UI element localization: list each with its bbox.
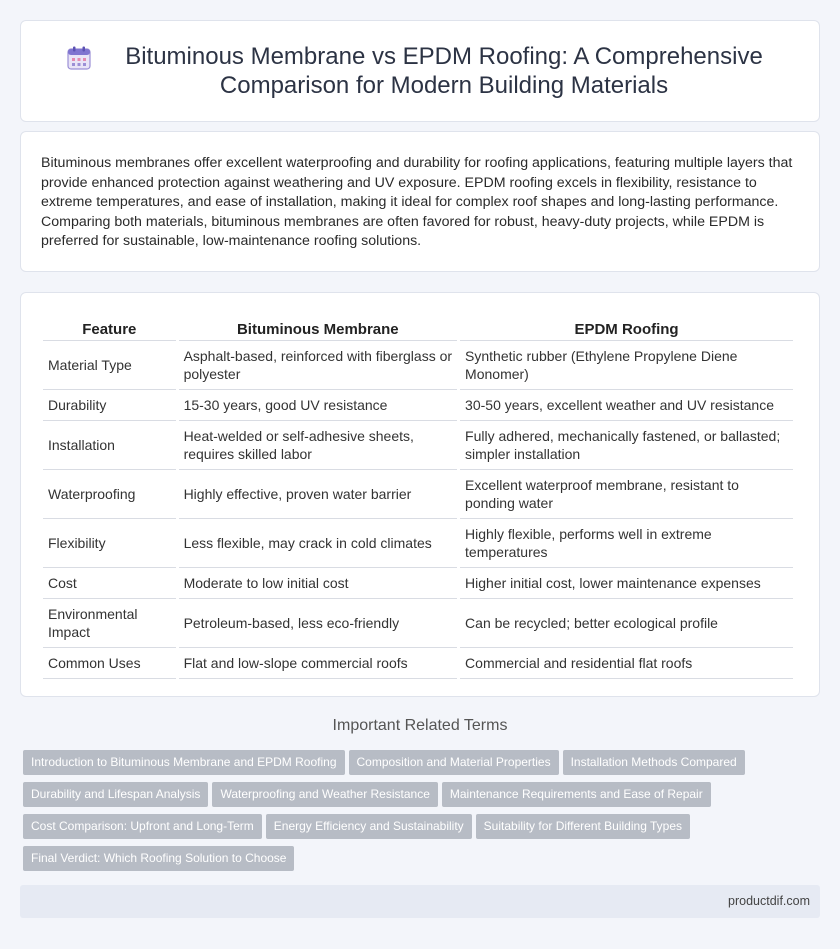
related-term-tag[interactable]: Composition and Material Properties <box>349 750 559 775</box>
related-term-tag[interactable]: Energy Efficiency and Sustainability <box>266 814 472 839</box>
header-feature: Feature <box>43 315 176 341</box>
related-term-tag[interactable]: Suitability for Different Building Types <box>476 814 690 839</box>
epdm-cell: Commercial and residential flat roofs <box>460 648 793 679</box>
epdm-cell: Synthetic rubber (Ethylene Propylene Diene Monomer) <box>460 341 793 390</box>
epdm-cell: 30-50 years, excellent weather and UV resistance <box>460 390 793 421</box>
page-title: Bituminous Membrane vs EPDM Roofing: A Comprehensive Comparison for Modern Building Materials <box>125 43 763 99</box>
bituminous-cell: Asphalt-based, reinforced with fiberglass or polyester <box>179 341 457 390</box>
footer-site[interactable]: productdif.com <box>728 894 810 908</box>
related-term-tag[interactable]: Maintenance Requirements and Ease of Repair <box>442 782 711 807</box>
table-row <box>43 341 793 390</box>
feature-cell: Durability <box>43 390 176 421</box>
table-row <box>43 648 793 679</box>
bituminous-cell: Moderate to low initial cost <box>179 568 457 599</box>
epdm-cell: Fully adhered, mechanically fastened, or ballasted; simpler installation <box>460 421 793 470</box>
footer <box>20 885 820 918</box>
feature-cell: Environmental Impact <box>43 599 176 648</box>
epdm-cell: Can be recycled; better ecological profile <box>460 599 793 648</box>
title-card <box>20 20 820 122</box>
epdm-cell: Excellent waterproof membrane, resistant to ponding water <box>460 470 793 519</box>
epdm-cell: Higher initial cost, lower maintenance expenses <box>460 568 793 599</box>
calendar-icon <box>66 45 92 71</box>
table-row <box>43 390 793 421</box>
bituminous-cell: Petroleum-based, less eco-friendly <box>179 599 457 648</box>
feature-cell: Installation <box>43 421 176 470</box>
related-term-tag[interactable]: Waterproofing and Weather Resistance <box>212 782 437 807</box>
bituminous-cell: Less flexible, may crack in cold climates <box>179 519 457 568</box>
intro-paragraph: Bituminous membranes offer excellent waterproofing and durability for roofing applications, featuring multiple layers that provide enhanced protection against weathering and UV exposure. EPDM roofing excels in flexibility, resistance to extreme temperatures, and ease of installation, making it ideal for complex roof shapes and long-lasting performance. Comparing both materials, bituminous membranes are often favored for robust, heavy-duty projects, while EPDM is preferred for sustainable, low-maintenance roofing solutions. <box>41 155 793 250</box>
related-terms-tags <box>23 750 823 878</box>
table-row <box>43 599 793 648</box>
feature-cell: Common Uses <box>43 648 176 679</box>
related-term-tag[interactable]: Durability and Lifespan Analysis <box>23 782 208 807</box>
related-term-tag[interactable]: Final Verdict: Which Roofing Solution to Choose <box>23 846 294 871</box>
feature-cell: Flexibility <box>43 519 176 568</box>
bituminous-cell: Heat-welded or self-adhesive sheets, requires skilled labor <box>179 421 457 470</box>
header-bituminous: Bituminous Membrane <box>179 315 457 341</box>
intro-card <box>20 131 820 272</box>
epdm-cell: Highly flexible, performs well in extreme temperatures <box>460 519 793 568</box>
table-row <box>43 519 793 568</box>
table-row <box>43 470 793 519</box>
feature-cell: Cost <box>43 568 176 599</box>
feature-cell: Waterproofing <box>43 470 176 519</box>
comparison-table <box>40 315 796 679</box>
table-header-row <box>43 315 793 341</box>
bituminous-cell: 15-30 years, good UV resistance <box>179 390 457 421</box>
comparison-table-card <box>20 292 820 697</box>
related-term-tag[interactable]: Cost Comparison: Upfront and Long-Term <box>23 814 262 839</box>
bituminous-cell: Highly effective, proven water barrier <box>179 470 457 519</box>
table-row <box>43 568 793 599</box>
feature-cell: Material Type <box>43 341 176 390</box>
related-terms-title: Important Related Terms <box>332 717 508 734</box>
header-epdm: EPDM Roofing <box>460 315 793 341</box>
related-term-tag[interactable]: Introduction to Bituminous Membrane and EPDM Roofing <box>23 750 345 775</box>
related-term-tag[interactable]: Installation Methods Compared <box>563 750 745 775</box>
table-row <box>43 421 793 470</box>
bituminous-cell: Flat and low-slope commercial roofs <box>179 648 457 679</box>
